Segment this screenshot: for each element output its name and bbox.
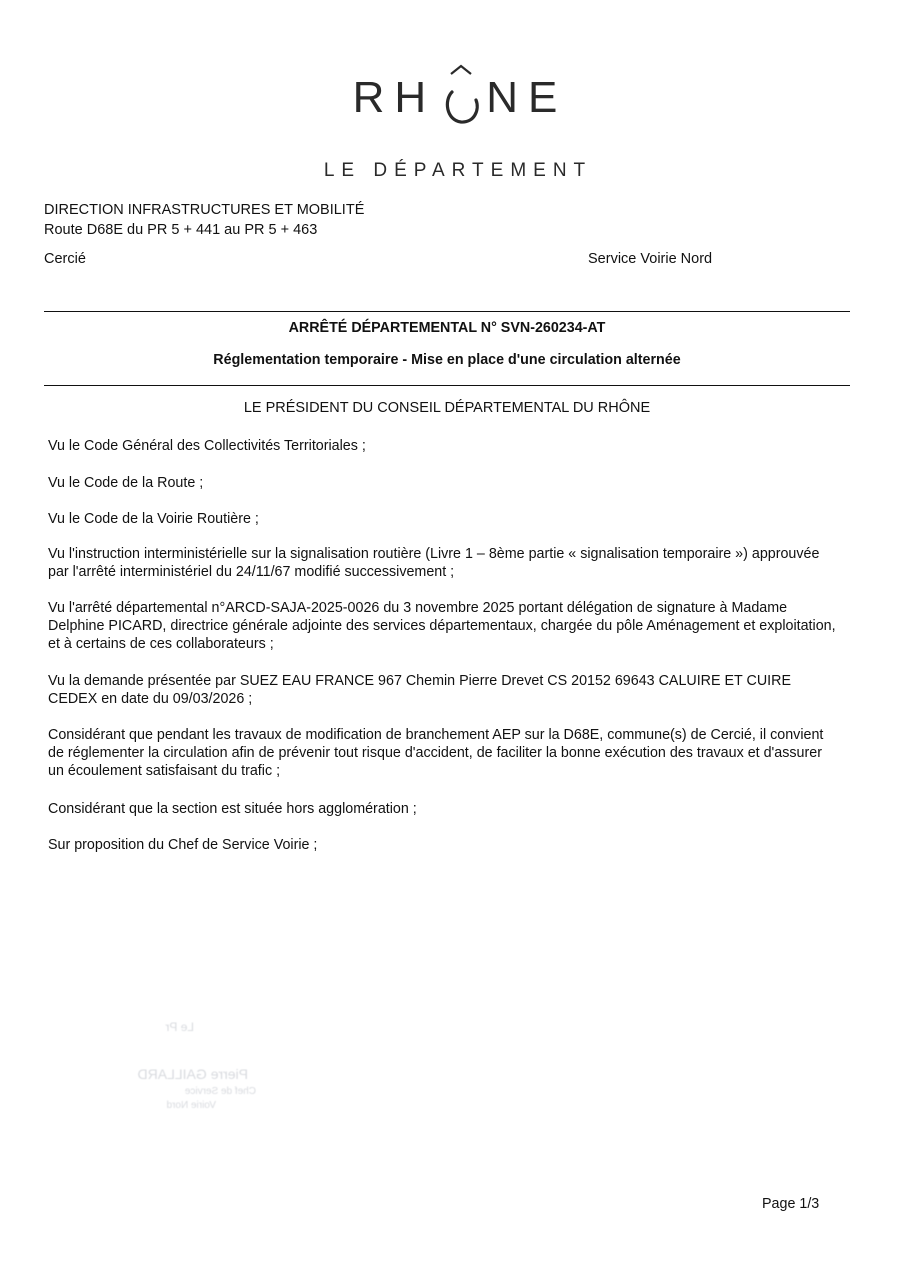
president-heading: LE PRÉSIDENT DU CONSEIL DÉPARTEMENTAL DU RHÔNE	[243, 400, 651, 416]
rhone-logo	[0, 62, 900, 134]
visa-paragraph: Vu le Code de la Voirie Routière ;	[48, 511, 259, 527]
proposition-paragraph: Sur proposition du Chef de Service Voirie ;	[48, 837, 318, 853]
logo-subtitle: LE DÉPARTEMENT	[323, 160, 593, 181]
visa-paragraph: Vu le Code Général des Collectivités Territoriales ;	[48, 438, 366, 454]
considerant-paragraph: Considérant que la section est située hors agglomération ;	[48, 801, 417, 817]
arrete-objet: Réglementation temporaire - Mise en place d'une circulation alternée	[213, 352, 681, 368]
route-label: Route D68E du PR 5 + 441 au PR 5 + 463	[44, 222, 318, 238]
logo-text-right: NE	[486, 73, 568, 122]
stamp-line: Pierre GAILLARD	[137, 1066, 248, 1082]
signature-stamp	[86, 1016, 256, 1120]
top-divider	[44, 311, 850, 312]
service-label: Service Voirie Nord	[588, 251, 713, 267]
logo-o-mark-icon	[436, 62, 486, 134]
visa-paragraph: Vu le Code de la Route ;	[48, 475, 204, 491]
direction-label: DIRECTION INFRASTRUCTURES ET MOBILITÉ	[44, 202, 365, 218]
visa-paragraph: Vu l'arrêté départemental n°ARCD-SAJA-2025-0026 du 3 novembre 2025 portant délégation de signature à Madame Delphine PICARD, directrice générale adjointe des services départementaux, chargée du pôle Aménagement et exploitation, et à certains de ces collaborateurs ;	[48, 600, 836, 652]
page-number: Page 1/3	[762, 1196, 820, 1212]
commune-label: Cercié	[44, 251, 86, 267]
bottom-divider	[44, 385, 850, 386]
logo-text-left: RH	[352, 73, 437, 122]
visa-paragraph: Vu l'instruction interministérielle sur la signalisation routière (Livre 1 – 8ème partie « signalisation temporaire ») approuvée par l'arrêté interministériel du 24/11/67 modifié successivement ;	[48, 546, 820, 580]
visa-paragraph: Vu la demande présentée par SUEZ EAU FRANCE 967 Chemin Pierre Drevet CS 20152 69643 CALUIRE ET CUIRE CEDEX en date du 09/03/2026 ;	[48, 673, 791, 707]
stamp-line: Voirie Nord	[166, 1100, 216, 1111]
stamp-line: Le Pr	[165, 1020, 194, 1034]
arrete-title: ARRÊTÉ DÉPARTEMENTAL N° SVN-260234-AT	[288, 320, 606, 336]
considerant-paragraph: Considérant que pendant les travaux de modification de branchement AEP sur la D68E, commune(s) de Cercié, il convient de réglementer la circulation afin de prévenir tout risque d'accident, de faciliter la bonne exécution des travaux et d'assurer un écoulement satisfaisant du trafic ;	[48, 727, 824, 779]
stamp-line: Chef de Service	[184, 1086, 256, 1097]
